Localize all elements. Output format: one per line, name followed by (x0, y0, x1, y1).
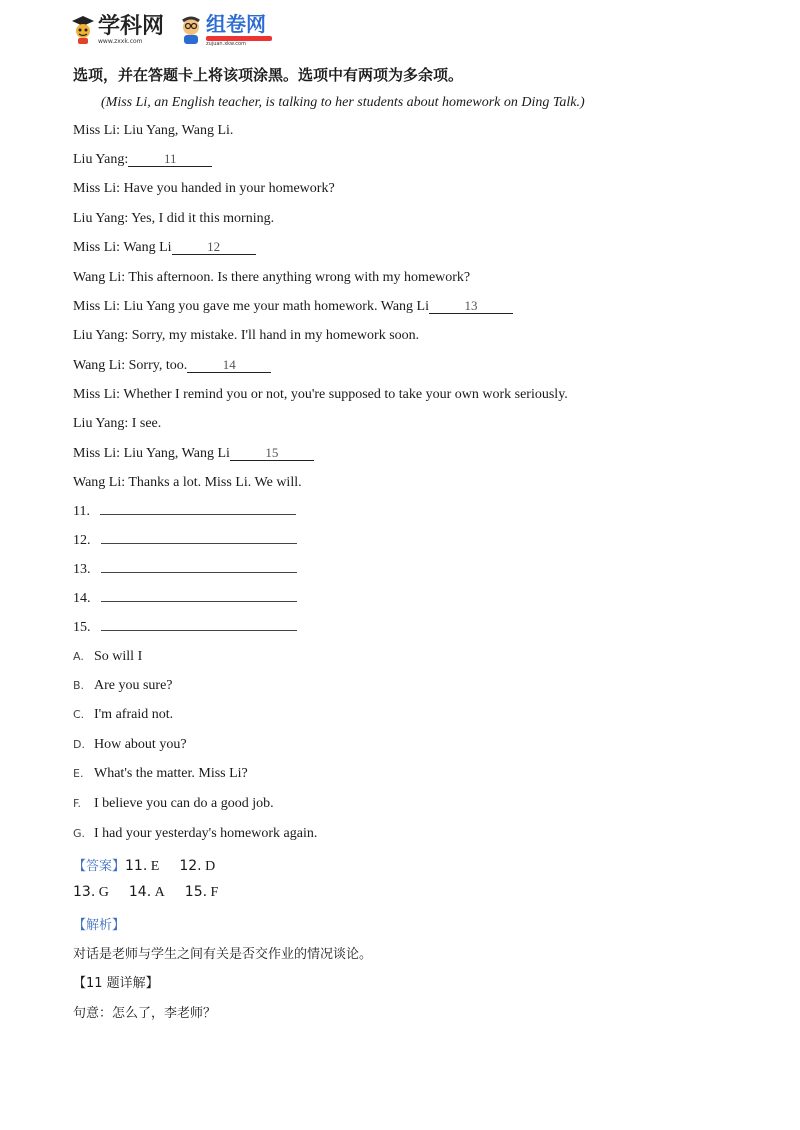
analysis-summary: 对话是老师与学生之间有关是否交作业的情况谈论。 (73, 947, 373, 962)
logo1-name: 学科网 (98, 13, 165, 39)
answer-line-12[interactable]: 12. (73, 533, 297, 549)
dialogue-line: Miss Li: Liu Yang, Wang Li 15 (73, 446, 314, 462)
logo1-url: www.zxxk.com (98, 37, 143, 45)
dialogue-line: Liu Yang: I see. (73, 416, 162, 431)
header (70, 10, 272, 50)
answer-line-13[interactable]: 13. (73, 562, 297, 578)
answer-row-1: 【答案】11. E 12. D (73, 858, 216, 874)
instruction-text: 选项，并在答题卡上将该项涂黑。选项中有两项为多余项。 (73, 66, 464, 84)
dialogue-line: Miss Li: Liu Yang you gave me your math homework. Wang Li 13 (73, 299, 513, 315)
answer-line-15[interactable]: 15. (73, 620, 297, 636)
answer-line-11[interactable]: 11. (73, 504, 296, 520)
option-e: E. What's the matter. Miss Li? (73, 766, 248, 781)
analysis-label: 【解析】 (73, 918, 126, 933)
dialogue-line: Miss Li: Have you handed in your homework? (73, 181, 335, 196)
option-c: C. I'm afraid not. (73, 707, 174, 722)
option-f: F. I believe you can do a good job. (73, 796, 274, 811)
dialogue-line: Wang Li: Sorry, too. 14 (73, 358, 271, 374)
context-text: (Miss Li, an English teacher, is talking to her students about homework on Ding Talk.) (101, 95, 585, 110)
dialogue-line: Liu Yang: Sorry, my mistake. I'll hand in my homework soon. (73, 328, 420, 343)
option-b: B. Are you sure? (73, 678, 173, 693)
zxxk-logo (70, 15, 164, 45)
detail-label: 【11 题详解】 (73, 976, 159, 991)
dialogue-line: Miss Li: Liu Yang, Wang Li. (73, 123, 234, 138)
option-a: A. So will I (73, 649, 143, 664)
answer-row-2: 13. G 14. A 15. F (73, 884, 219, 900)
answer-line-14[interactable]: 14. (73, 591, 297, 607)
dialogue-line: Liu Yang: Yes, I did it this morning. (73, 211, 275, 226)
logo2-bar (206, 36, 272, 41)
logo2-name: 组卷网 (206, 11, 267, 36)
blank-13: 13 (429, 299, 513, 314)
dialogue-line: Wang Li: Thanks a lot. Miss Li. We will. (73, 475, 302, 490)
option-d: D. How about you? (73, 737, 187, 752)
zujuan-logo (178, 11, 272, 47)
answer-label: 【答案】 (73, 859, 126, 874)
blank-15: 15 (230, 446, 314, 461)
blank-12: 12 (172, 240, 256, 255)
logo2-url: zujuan.xkw.com (206, 40, 246, 47)
dialogue-line: Wang Li: This afternoon. Is there anything wrong with my homework? (73, 270, 471, 285)
dialogue-line: Miss Li: Wang Li 12 (73, 240, 256, 256)
dialogue-line: Miss Li: Whether I remind you or not, you're supposed to take your own work seriously. (73, 387, 568, 402)
mascot-icon (70, 15, 96, 45)
blank-14: 14 (187, 358, 271, 373)
blank-11: 11 (128, 152, 212, 167)
option-g: G. I had your yesterday's homework again. (73, 826, 318, 841)
dialogue-line: Liu Yang: 11 (73, 152, 212, 168)
detail-text: 句意：怎么了，李老师？ (73, 1006, 217, 1021)
student-mascot-icon (178, 15, 204, 45)
